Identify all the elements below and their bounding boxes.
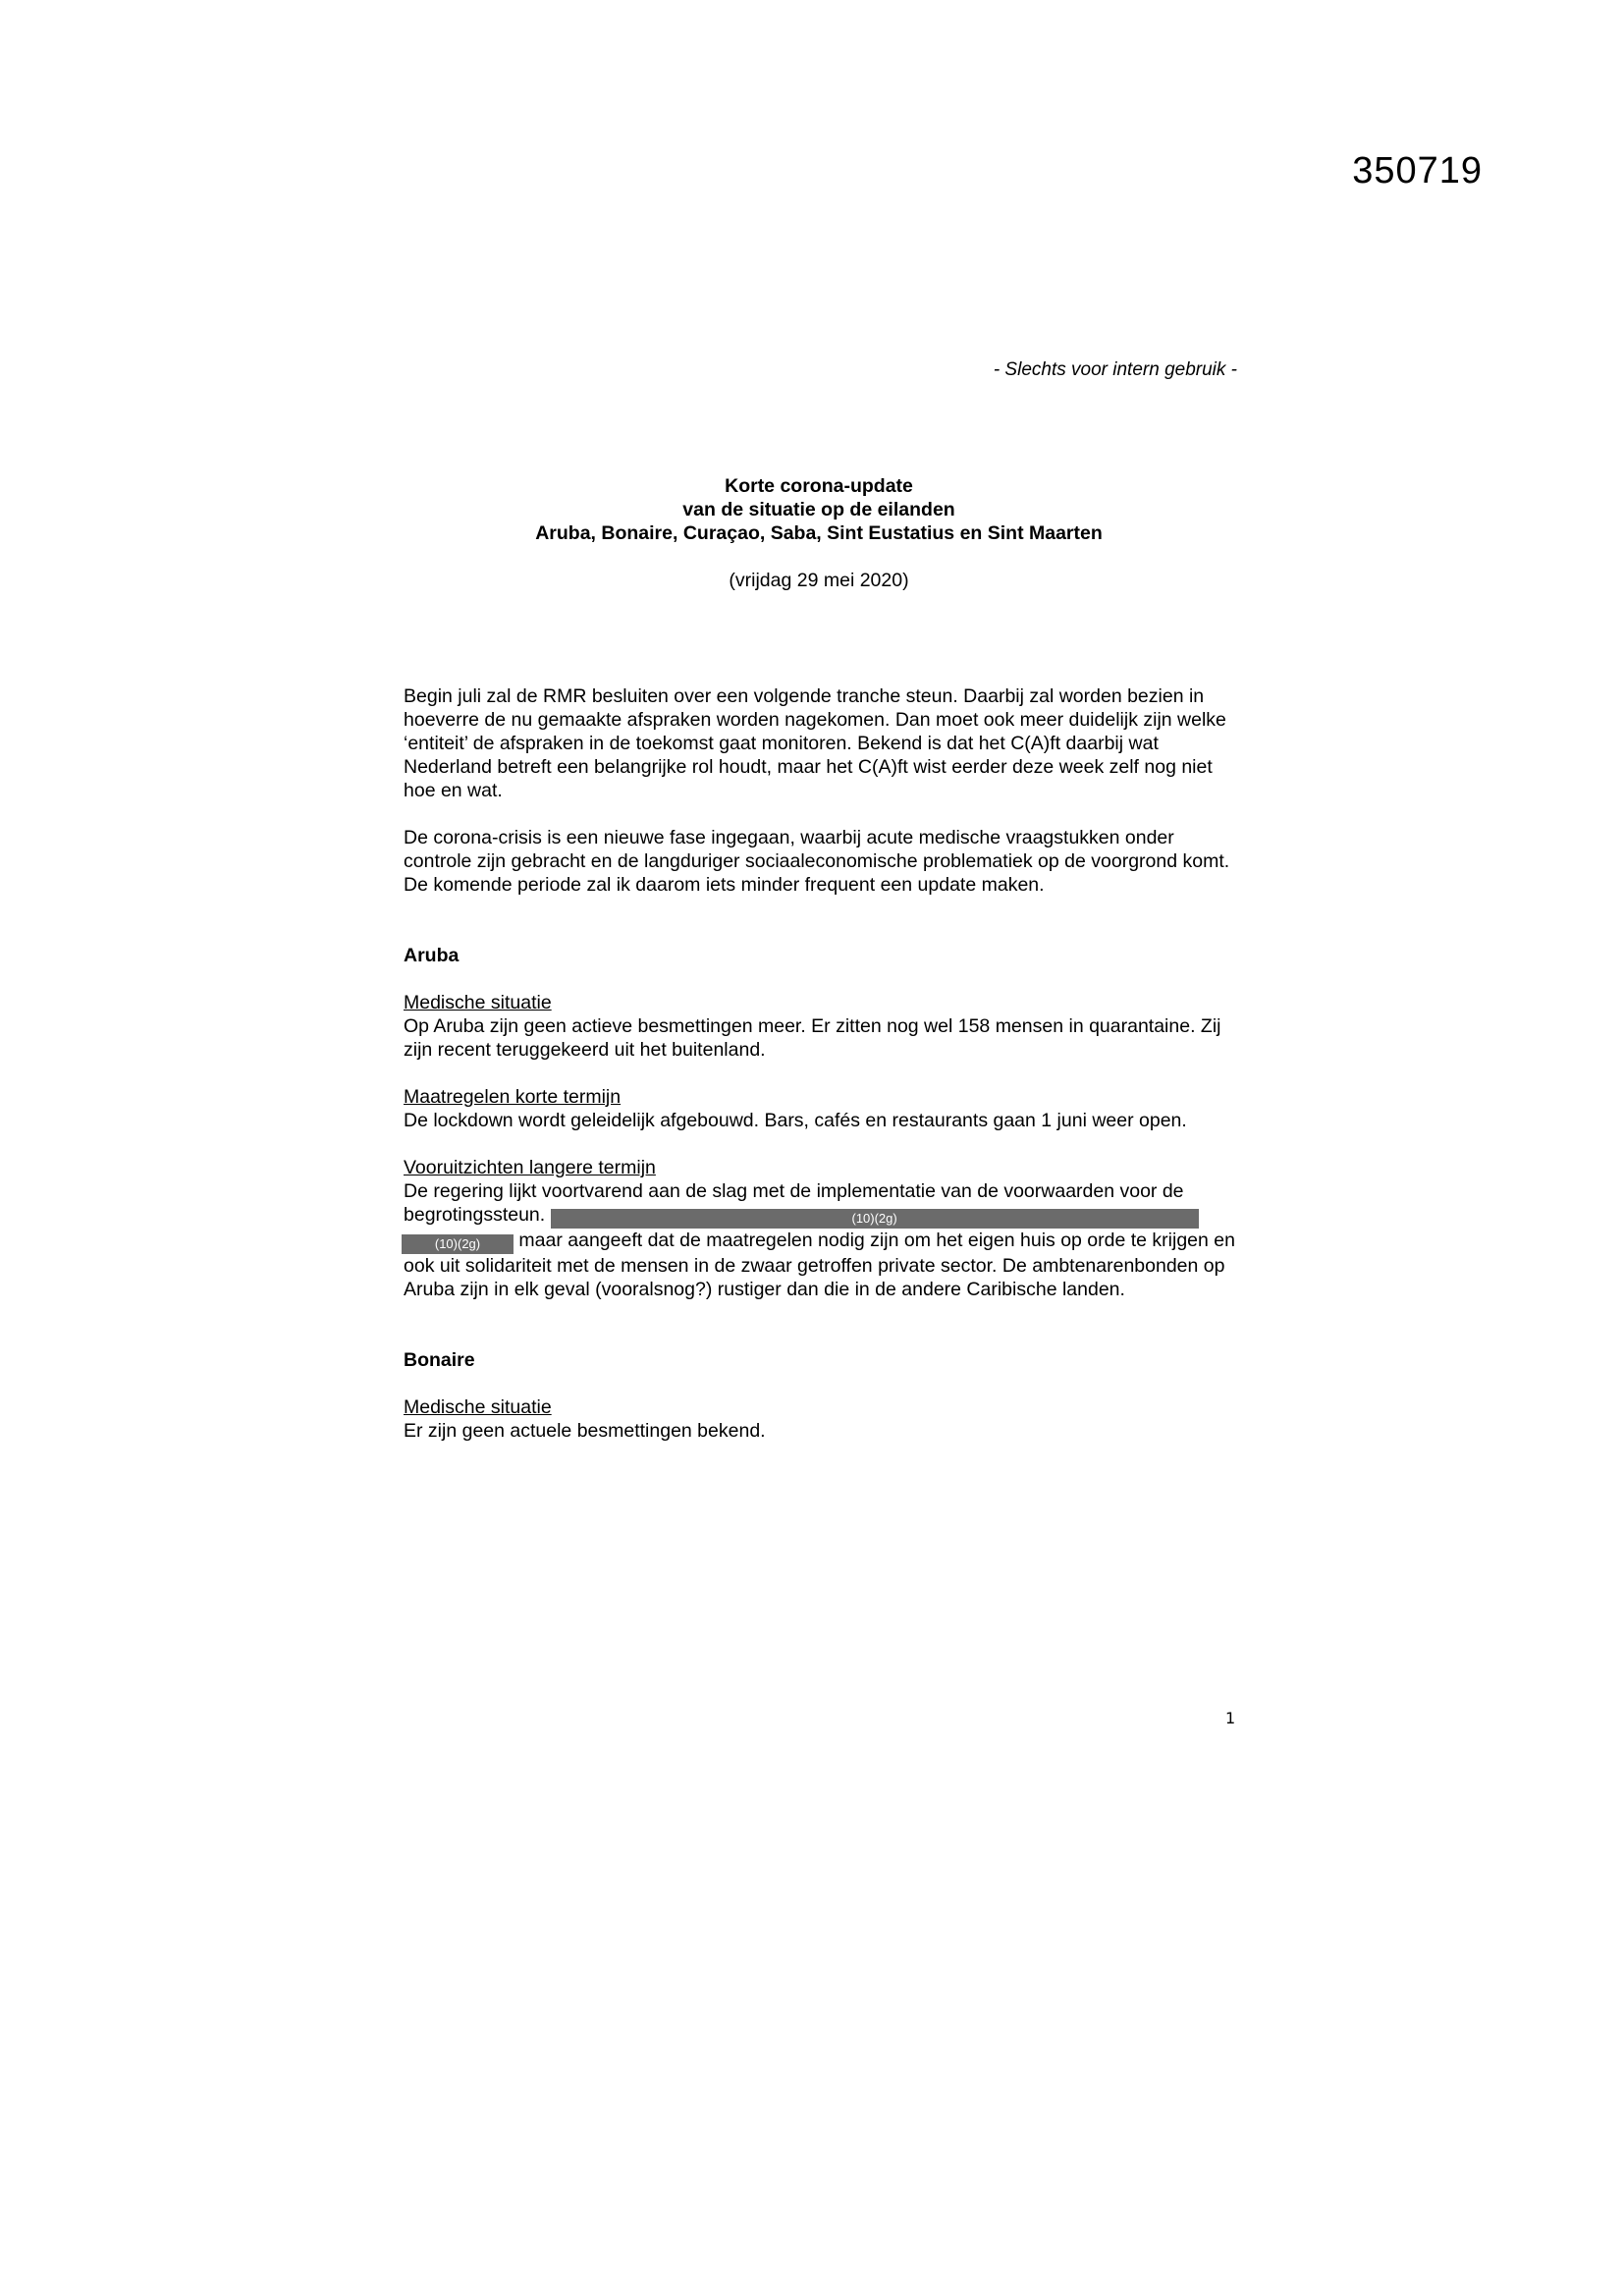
aruba-medical-heading: Medische situatie xyxy=(404,992,552,1013)
aruba-long-term-text-2: maar aangeeft dat de maatregelen nodig zijn om het eigen huis op orde te krijgen en ook uit solidariteit met de mensen in de zwaar getroffen private sector. De ambtenarenbonden op Aruba zijn in elk geval (vooralsnog?) rustiger dan die in de andere Caribische landen. xyxy=(404,1230,1235,1300)
aruba-long-term-text-1: De regering lijkt voortvarend aan de slag met de implementatie van de voorwaarden voor de begrotingssteun. xyxy=(404,1180,1184,1226)
section-heading-bonaire: Bonaire xyxy=(404,1349,475,1371)
bonaire-medical-heading: Medische situatie xyxy=(404,1396,552,1418)
page-number: 1 xyxy=(1225,1709,1236,1727)
bonaire-medical-text: Er zijn geen actuele besmettingen bekend. xyxy=(404,1420,766,1442)
redaction-block-2: (10)(2g) xyxy=(402,1234,514,1254)
title-line-3: Aruba, Bonaire, Curaçao, Saba, Sint Eustatius en Sint Maarten xyxy=(535,522,1103,544)
redaction-block-1: (10)(2g) xyxy=(551,1209,1199,1229)
document-number: 350719 xyxy=(1352,150,1483,191)
aruba-long-term-heading: Vooruitzichten langere termijn xyxy=(404,1157,656,1178)
aruba-short-term-heading: Maatregelen korte termijn xyxy=(404,1086,622,1108)
section-heading-aruba: Aruba xyxy=(404,945,460,966)
aruba-short-term-text: De lockdown wordt geleidelijk afgebouwd. Bars, cafés en restaurants gaan 1 juni weer open. xyxy=(404,1110,1187,1131)
title-line-2: van de situatie op de eilanden xyxy=(682,499,955,520)
aruba-medical-text: Op Aruba zijn geen actieve besmettingen meer. Er zitten nog wel 158 mensen in quarantaine. Zij zijn recent teruggekeerd uit het buitenland. xyxy=(404,1015,1221,1061)
intro-paragraph-2: De corona-crisis is een nieuwe fase ingegaan, waarbij acute medische vraagstukken onder controle zijn gebracht en de langduriger sociaaleconomische problematiek op de voorgrond komt. De komende periode zal ik daarom iets minder frequent een update maken. xyxy=(404,827,1230,896)
document-title xyxy=(407,474,1230,545)
document-body xyxy=(404,684,1238,1443)
classification-label: - Slechts voor intern gebruik - xyxy=(993,359,1237,380)
aruba-long-term-paragraph xyxy=(404,1179,1238,1301)
intro-paragraph-1: Begin juli zal de RMR besluiten over een volgende tranche steun. Daarbij zal worden bezien in hoeverre de nu gemaakte afspraken worden nagekomen. Dan moet ook meer duidelijk zijn welke ‘entiteit’ de afspraken in de toekomst gaat monitoren. Bekend is dat het C(A)ft daarbij wat Nederland betreft een belangrijke rol houdt, maar het C(A)ft wist eerder deze week zelf nog niet hoe en wat. xyxy=(404,685,1226,801)
document-date: (vrijdag 29 mei 2020) xyxy=(729,570,909,591)
title-line-1: Korte corona-update xyxy=(725,475,913,497)
